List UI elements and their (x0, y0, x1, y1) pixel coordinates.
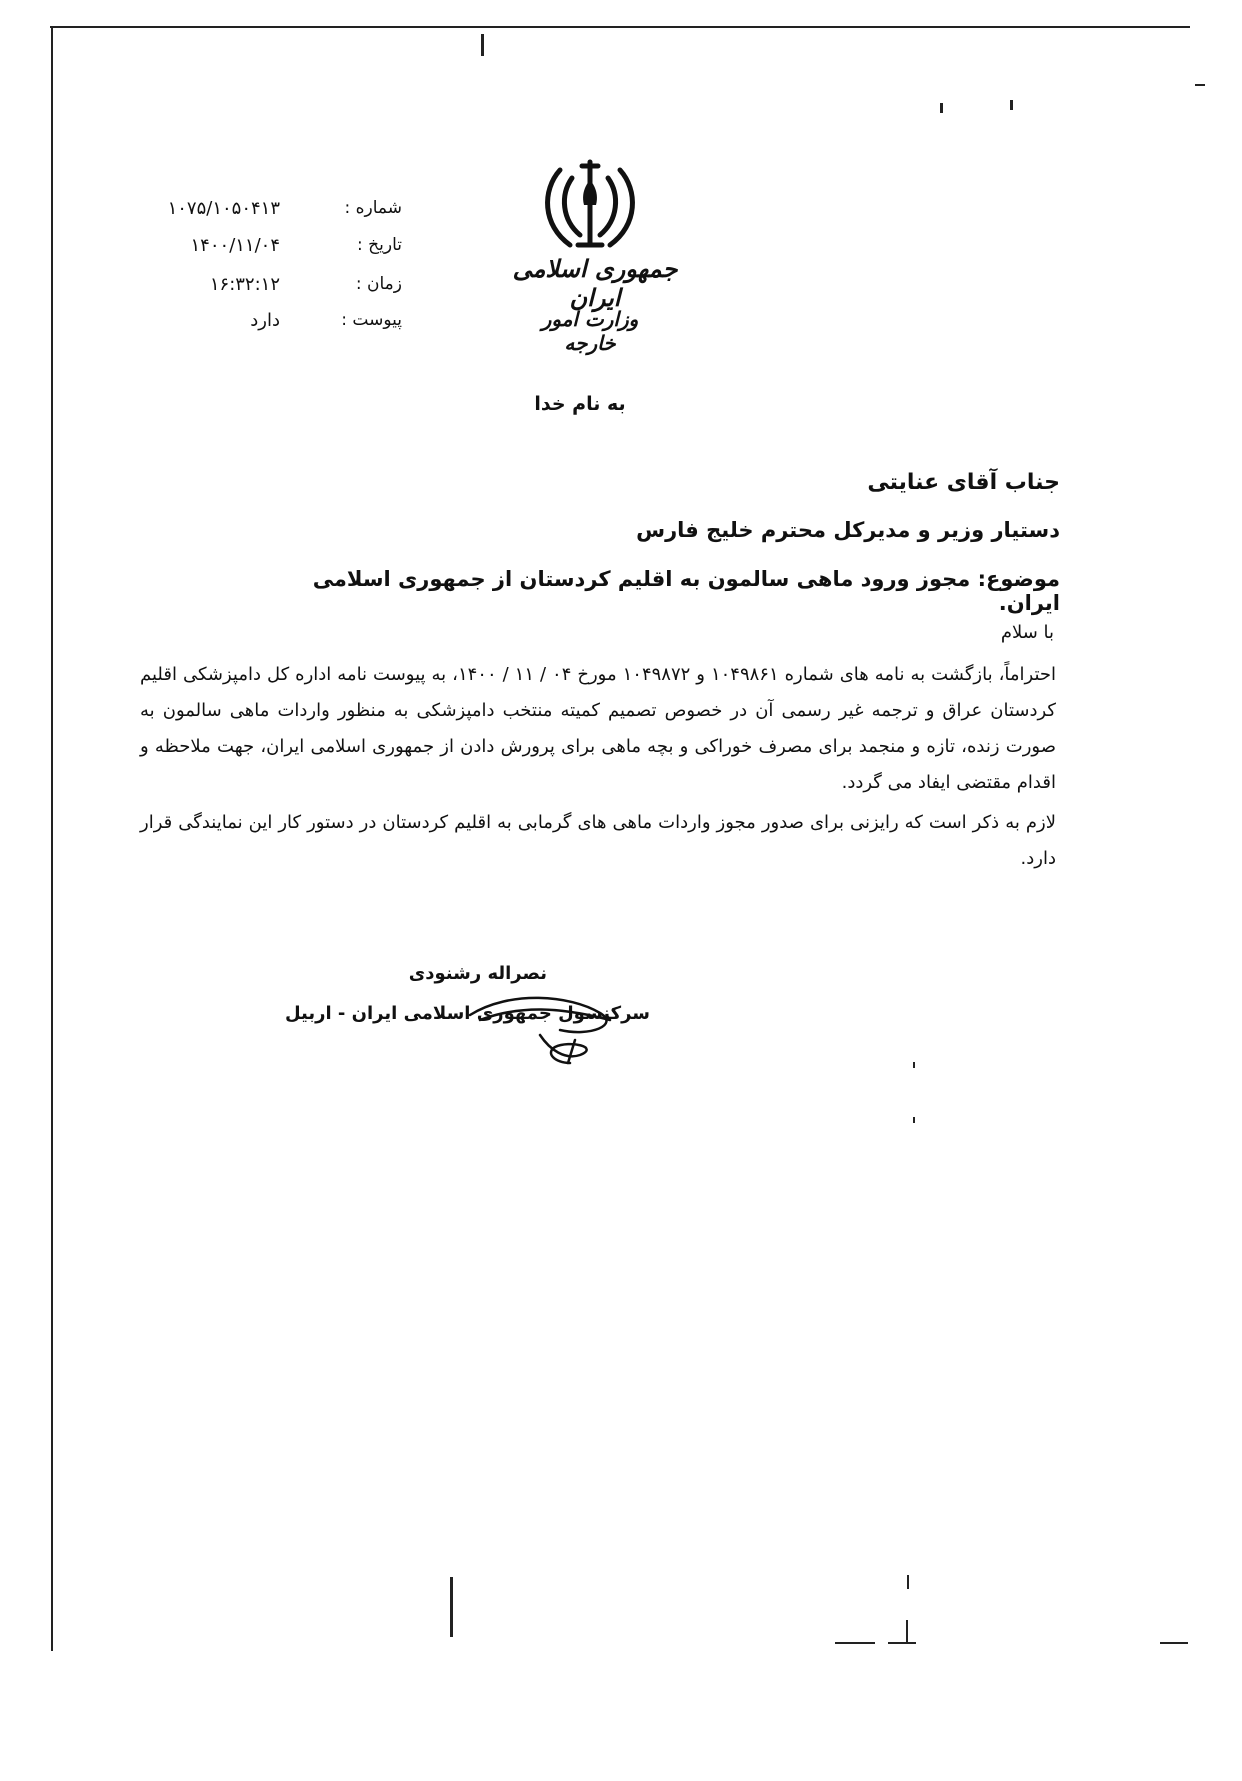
body-paragraph: لازم به ذکر است که رایزنی برای صدور مجوز واردات ماهی های گرمابی به اقلیم کردستان در دستور کار این نمایندگی قرار دارد. (140, 812, 1056, 869)
attachment-value: دارد (250, 310, 280, 331)
scan-mark (888, 1642, 916, 1644)
scan-mark (940, 103, 943, 113)
scan-mark (906, 1620, 908, 1642)
country-name: جمهوری اسلامی ایران (512, 254, 678, 312)
scan-mark (907, 1575, 909, 1589)
page-border-left (51, 26, 53, 1651)
scan-mark (450, 1577, 453, 1637)
scan-mark (835, 1642, 875, 1644)
body-paragraph: احتراماً، بازگشت به نامه های شماره ۱۰۴۹۸۶۱ و ۱۰۴۹۸۷۲ مورخ ۰۴ / ۱۱ / ۱۴۰۰، به پیوست نامه اداره کل دامپزشکی اقلیم کردستان عراق و ترجمه غیر رسمی آن در خصوص تصمیم کمیته منتخب دامپزشکی به منظور واردات ماهی سالمون به صورت زنده، تازه و منجمد برای مصرف خوراکی و بچه ماهی برای پرورش دادن از جمهوری اسلامی ایران، جهت ملاحظه و اقدام مقتضی ایفاد می گردد. (140, 664, 1057, 793)
date-value: ۱۴۰۰/۱۱/۰۴ (190, 235, 280, 256)
time-label: زمان : (355, 274, 402, 294)
scan-mark (481, 34, 484, 56)
scan-mark (1195, 84, 1205, 86)
number-value: ۱۰۷۵/۱۰۵۰۴۱۳ (167, 198, 280, 219)
handwritten-signature-icon (450, 985, 660, 1065)
scan-mark (913, 1117, 915, 1123)
bismillah-heading: به نام خدا (534, 393, 626, 415)
iran-emblem-icon (540, 150, 640, 260)
recipient-title: دستیار وزیر و مدیرکل محترم خلیج فارس (636, 518, 1060, 542)
time-value: ۱۶:۳۲:۱۲ (209, 274, 280, 295)
scan-mark (1010, 100, 1013, 110)
date-label: تاریخ : (357, 235, 402, 255)
ministry-name: وزارت امور خارجه (541, 307, 639, 355)
scan-mark (913, 1062, 915, 1068)
attachment-label: پیوست : (341, 310, 402, 330)
signer-title: سرکنسول جمهوری اسلامی ایران - اربیل (284, 1003, 650, 1024)
recipient-name: جناب آقای عنایتی (867, 470, 1060, 495)
page-border-top (50, 26, 1190, 28)
signer-name: نصراله رشنودی (408, 963, 547, 984)
scan-mark (1160, 1642, 1188, 1644)
number-label: شماره : (344, 198, 402, 218)
letter-subject: موضوع: مجوز ورود ماهی سالمون به اقلیم کردستان از جمهوری اسلامی ایران. (312, 567, 1060, 615)
greeting: با سلام (1000, 622, 1054, 643)
